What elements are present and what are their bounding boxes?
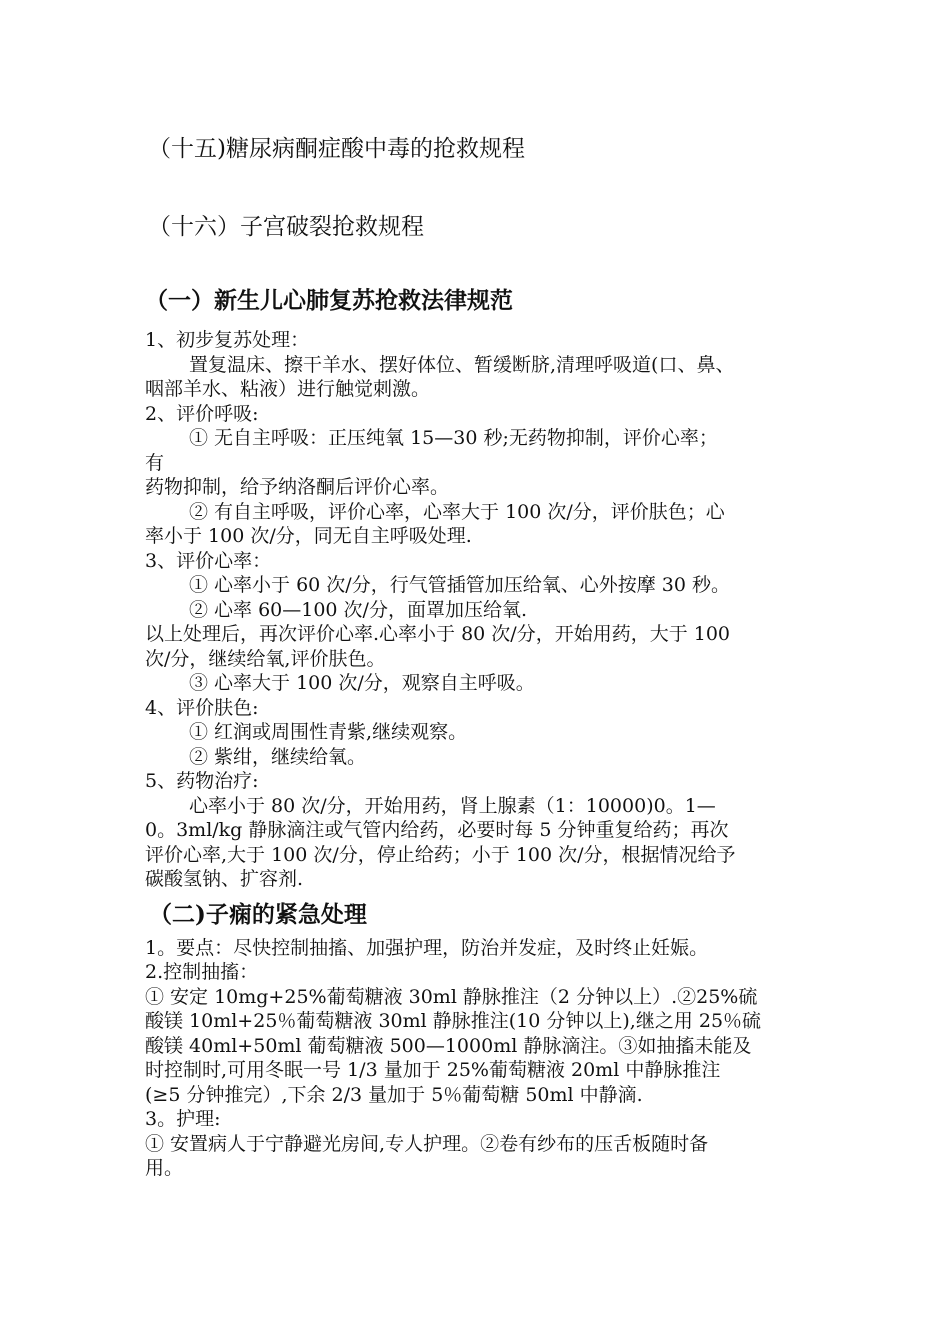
paragraph-line: ① 心率小于 60 次/分，行气管插管加压给氧、心外按摩 30 秒。: [189, 574, 730, 596]
paragraph-line: 1。要点：尽快控制抽搐、加强护理，防治并发症，及时终止妊娠。: [145, 936, 709, 959]
paragraph-line: 碳酸氢钠、扩容剂.: [145, 868, 304, 890]
paragraph-line: 1、初步复苏处理：: [145, 329, 310, 351]
paragraph-line: 2、评价呼吸:: [145, 402, 259, 425]
paragraph-line: 用。: [145, 1157, 184, 1179]
paragraph-line: 咽部羊水、粘液）进行触觉刺激。: [145, 378, 431, 400]
paragraph-line: ② 有自主呼吸，评价心率，心率大于 100 次/分，评价肤色；心: [189, 500, 725, 523]
paragraph-line: (≥5 分钟推完）,下余 2/3 量加于 5％葡萄糖 50ml 中静滴.: [145, 1083, 643, 1106]
paragraph-line: 0。3ml/kg 静脉滴注或气管内给药，必要时每 5 分钟重复给药；再次: [145, 819, 729, 841]
paragraph-line: 酸镁 40ml+50ml 葡萄糖液 500—1000ml 静脉滴注。③如抽搐未能及: [145, 1034, 752, 1057]
paragraph-line: 置复温床、擦干羊水、摆好体位、暂缓断脐,清理呼吸道(口、鼻、: [189, 353, 735, 376]
paragraph-line: 心率小于 80 次/分，开始用药，肾上腺素（1：10000)0。1—: [189, 794, 716, 817]
paragraph-line: 3、评价心率：: [145, 549, 272, 572]
paragraph-line: 5、药物治疗:: [145, 770, 259, 792]
paragraph-line: 酸镁 10ml+25％葡萄糖液 30ml 静脉推注(10 分钟以上),继之用 25％硫: [145, 1010, 762, 1032]
paragraph-line: ① 无自主呼吸：正压纯氧 15—30 秒;无药物抑制，评价心率；: [189, 427, 718, 449]
toc-item-16: （十六）子宫破裂抢救规程: [148, 214, 424, 240]
paragraph-line: 时控制时,可用冬眠一号 1/3 量加于 25%葡萄糖液 20ml 中静脉推注: [145, 1059, 721, 1081]
paragraph-line: ② 紫绀，继续给氧。: [189, 745, 367, 768]
paragraph-line: 4、评价肤色:: [145, 696, 259, 719]
toc-item-15: （十五)糖尿病酮症酸中毒的抢救规程: [148, 136, 525, 162]
document-body: [145, 286, 825, 1181]
paragraph-line: 2.控制抽搐：: [145, 961, 259, 983]
paragraph-line: 有: [145, 451, 165, 474]
paragraph-line: 3。护理:: [145, 1108, 221, 1130]
paragraph-line: ① 安定 10mg+25%葡萄糖液 30ml 静脉推注（2 分钟以上）.②25%硫: [145, 985, 758, 1008]
paragraph-line: ③ 心率大于 100 次/分，观察自主呼吸。: [189, 672, 535, 694]
paragraph-line: ① 红润或周围性青紫,继续观察。: [189, 721, 468, 743]
paragraph-line: 次/分，继续给氧,评价肤色。: [145, 647, 386, 670]
paragraph-line: ① 安置病人于宁静避光房间,专人护理。②卷有纱布的压舌板随时备: [145, 1132, 709, 1155]
paragraph-line: 评价心率,大于 100 次/分，停止给药；小于 100 次/分，根据情况给予: [145, 843, 736, 866]
paragraph-line: 以上处理后，再次评价心率.心率小于 80 次/分，开始用药，大于 100: [145, 623, 731, 645]
paragraph-line: ② 心率 60—100 次/分，面罩加压给氧.: [189, 598, 528, 621]
paragraph-line: 药物抑制，给予纳洛酮后评价心率。: [145, 476, 450, 498]
paragraph-line: 率小于 100 次/分，同无自主呼吸处理.: [145, 525, 472, 547]
section-heading-eclampsia: （二)子痫的紧急处理: [149, 900, 367, 928]
section-heading-neonatal-cpr: （一）新生儿心肺复苏抢救法律规范: [145, 287, 513, 314]
